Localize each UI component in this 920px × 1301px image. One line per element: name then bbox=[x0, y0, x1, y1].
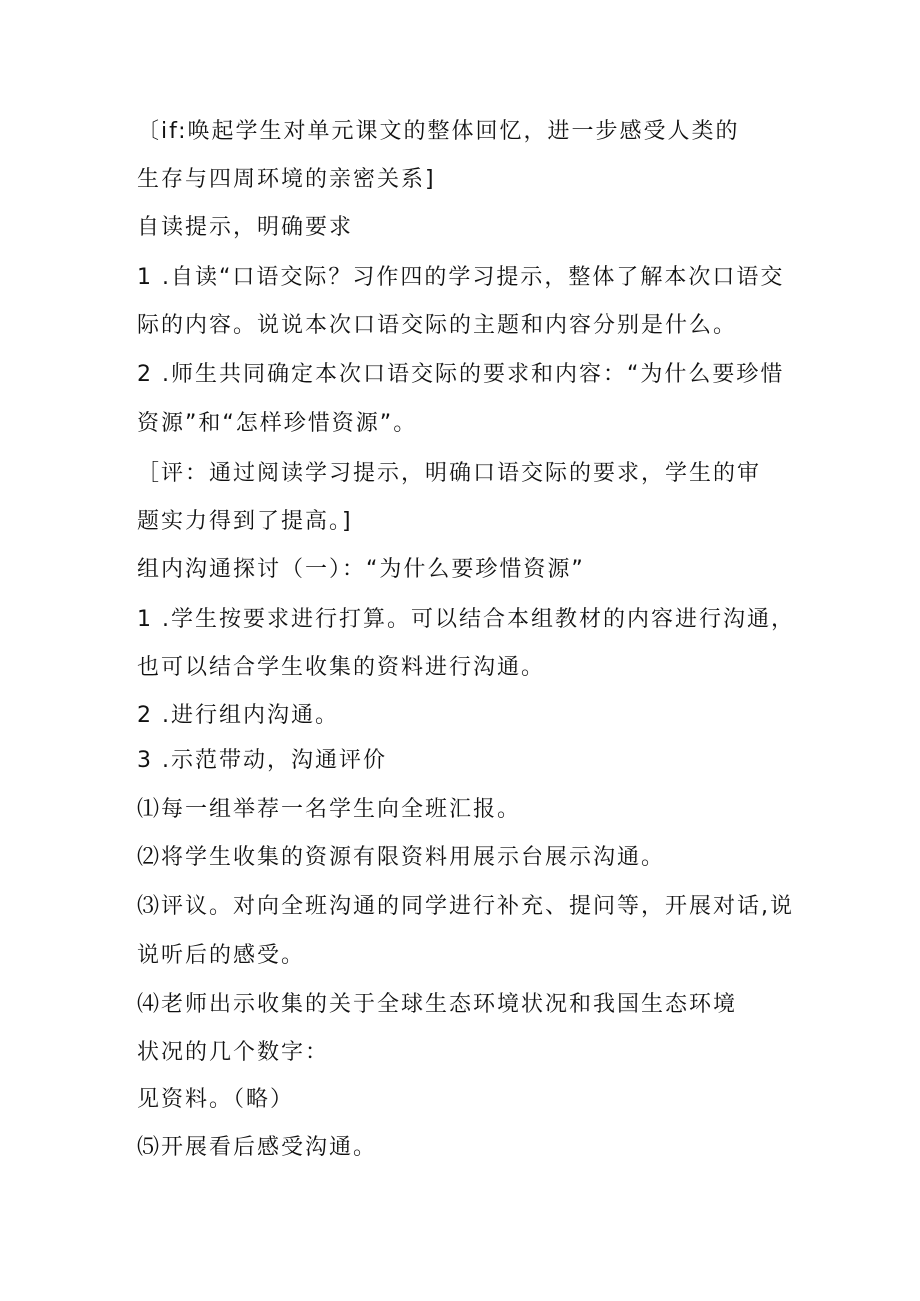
text-line: 1 .自读“口语交际？习作四的学习提示，整体了解本次口语交 bbox=[137, 265, 785, 290]
section-heading: 组内沟通探讨（一）：“为什么要珍惜资源” bbox=[137, 557, 585, 582]
text-line: ⑶评议。对向全班沟通的同学进行补充、提问等，开展对话,说 bbox=[137, 894, 794, 919]
text-line: 说听后的感受。 bbox=[137, 943, 306, 968]
text-line: 2 .师生共同确定本次口语交际的要求和内容：“为什么要珍惜 bbox=[137, 362, 785, 387]
text-line: 3 .示范带动，沟通评价 bbox=[137, 748, 387, 773]
text-line: ［评：通过阅读学习提示，明确口语交际的要求，学生的审 bbox=[137, 461, 762, 486]
text-line: ⑵将学生收集的资源有限资料用展示台展示沟通。 bbox=[137, 845, 666, 870]
text-line: 也可以结合学生收集的资料进行沟通。 bbox=[137, 655, 546, 680]
text-line: 资源”和“怎样珍惜资源”。 bbox=[137, 411, 418, 436]
text-line: 生存与四周环境的亲密关系] bbox=[137, 167, 436, 192]
text-line: 际的内容。说说本次口语交际的主题和内容分别是什么。 bbox=[137, 313, 738, 338]
section-heading: 自读提示，明确要求 bbox=[137, 215, 354, 240]
text-line: ⑷老师出示收集的关于全球生态环境状况和我国生态环境 bbox=[137, 992, 738, 1017]
text-line: 1 .学生按要求进行打算。可以结合本组教材的内容进行沟通， bbox=[137, 607, 795, 632]
text-line: 2 .进行组内沟通。 bbox=[137, 703, 339, 728]
text-line: 状况的几个数字： bbox=[137, 1040, 330, 1065]
text-line: ⑸开展看后感受沟通。 bbox=[137, 1135, 378, 1160]
text-line: 题实力得到了提高。] bbox=[137, 509, 353, 534]
text-line: 见资料。（略） bbox=[137, 1087, 295, 1112]
text-line: ⑴每一组举荐一名学生向全班汇报。 bbox=[137, 797, 522, 822]
text-line: 〔if:唤起学生对单元课文的整体回忆，进一步感受人类的 bbox=[137, 119, 740, 144]
